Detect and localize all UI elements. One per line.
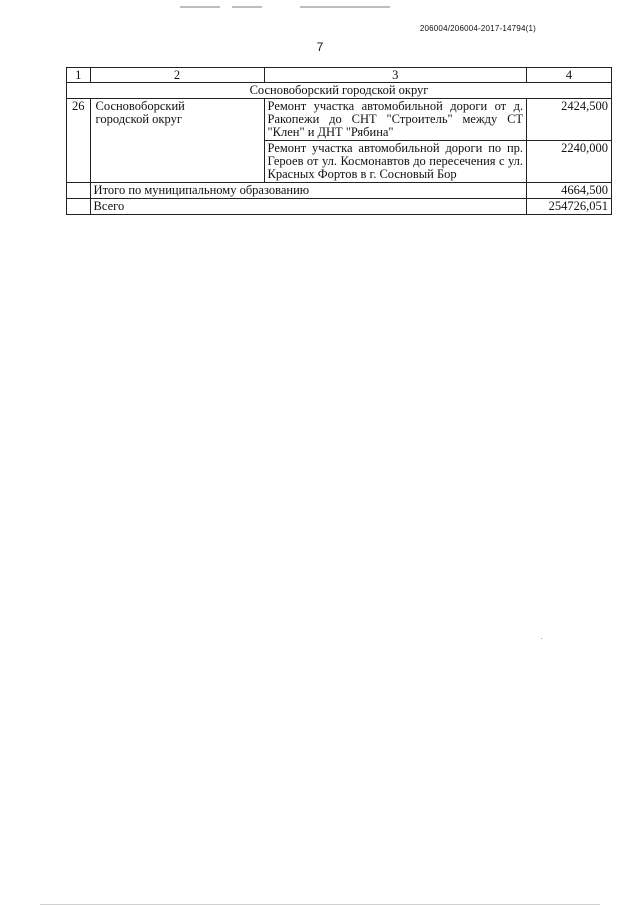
scan-speck: [541, 638, 542, 639]
table-row: [67, 99, 612, 141]
work-amount: 2424,500: [527, 99, 612, 141]
work-description: Ремонт участка автомобильной дороги по пр. Героев от ул. Космонавтов до пересечения с ул. Красных Фортов в г. Сосновый Бор: [264, 141, 527, 183]
empty-cell: [67, 183, 91, 199]
subtotal-label: Итого по муниципальному образованию: [90, 183, 527, 199]
subtotal-row: [67, 183, 612, 199]
municipality-label: Сосновоборский городской округ: [95, 99, 185, 126]
scan-mark: [180, 6, 220, 8]
subtotal-amount: 4664,500: [527, 183, 612, 199]
row-index: 26: [67, 99, 91, 183]
column-number: 4: [527, 68, 612, 83]
column-number: 1: [67, 68, 91, 83]
scan-mark: [232, 6, 262, 8]
region-row: [67, 83, 612, 99]
region-title: Сосновоборский городской округ: [67, 83, 612, 99]
work-amount: 2240,000: [527, 141, 612, 183]
column-number-row: [67, 68, 612, 83]
column-number: 2: [90, 68, 264, 83]
page-number: 7: [316, 40, 324, 54]
funding-table: [66, 67, 612, 215]
empty-cell: [67, 199, 91, 215]
total-row: [67, 199, 612, 215]
total-amount: 254726,051: [527, 199, 612, 215]
work-description: Ремонт участка автомобильной дороги от д. Ракопежи до СНТ "Строитель" между СТ "Клен" и ДНТ "Рябина": [264, 99, 527, 141]
municipality-name: [90, 99, 264, 183]
column-number: 3: [264, 68, 527, 83]
scan-mark: [300, 6, 390, 8]
document-id: 206004/206004-2017-14794(1): [419, 24, 536, 33]
total-label: Всего: [90, 199, 527, 215]
